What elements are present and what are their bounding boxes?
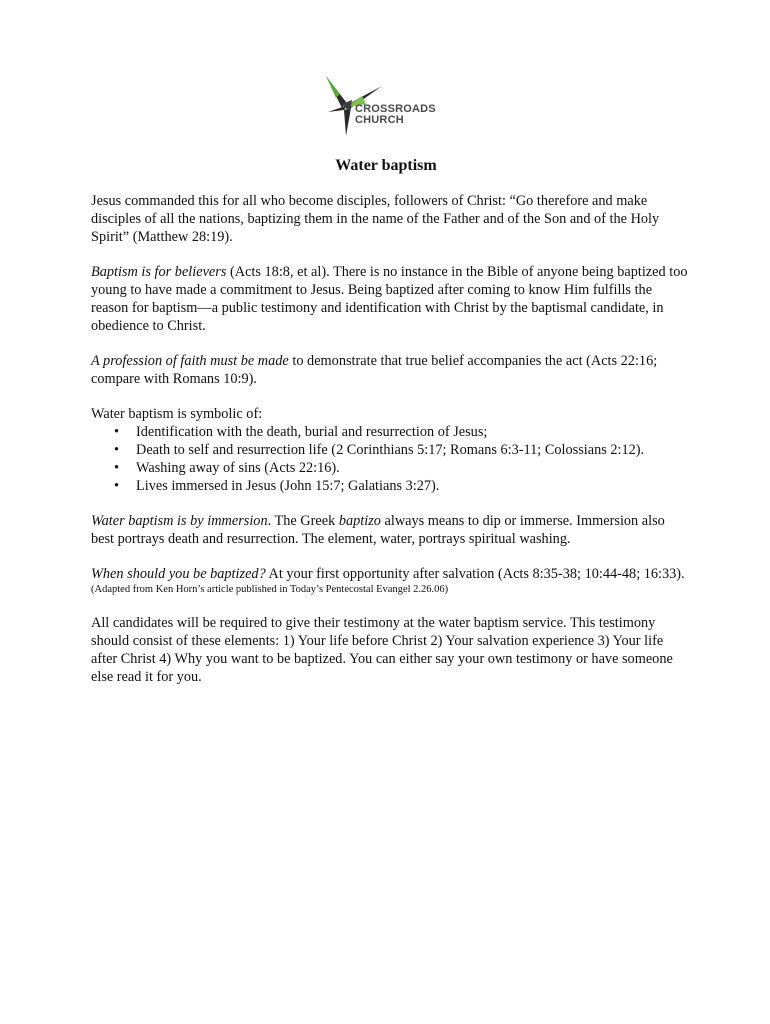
logo-line-1: CROSSROADS [355, 103, 436, 115]
italic-phrase: A profession of faith must be made [91, 353, 289, 369]
page-title: Water baptism [335, 157, 437, 174]
italic-phrase: When should you be baptized? [91, 566, 266, 582]
paragraph-text: At your first opportunity after salvation (Acts 8:35-38; 10:44-48; 16:33). [265, 566, 685, 582]
paragraph-text: always means to dip or immerse. Immersion also best portrays death and resurrection. The element, water, portrays spiritual washing. [91, 513, 665, 547]
paragraph-profession [91, 352, 691, 388]
paragraph-text: (Acts 18:8, et al). There is no instance in the Bible of anyone being baptized too young to have made a commitment to Jesus. Being baptized after coming to know Him fulfills the reason for baptism—a public testimony and identification with Christ by the baptismal candidate, in obedience to Christ. [91, 264, 688, 334]
paragraph-when [91, 565, 691, 583]
paragraph-intro: Jesus commanded this for all who become disciples, followers of Christ: “Go therefore and make disciples of all the nations, baptizing them in the name of the Father and of the Son and of the Holy Spirit” (Matthew 28:19). [91, 193, 660, 245]
paragraph-text: to demonstrate that true belief accompanies the act (Acts 22:16; compare with Romans 10:9). [91, 353, 658, 387]
italic-word: baptizo [338, 513, 381, 529]
paragraph-immersion [91, 512, 691, 548]
symbolic-list [91, 423, 691, 495]
logo-wordmark [355, 103, 436, 126]
document-body [91, 157, 691, 703]
symbolic-intro: Water baptism is symbolic of: [91, 406, 263, 422]
list-item: • Death to self and resurrection life (2 Corinthians 5:17; Romans 6:3-11; Colossians 2:12). [136, 441, 691, 459]
list-item: • Washing away of sins (Acts 22:16). [136, 459, 691, 477]
source-note: (Adapted from Ken Horn’s article published in Today’s Pentecostal Evangel 2.26.06) [91, 584, 449, 595]
list-item: • Identification with the death, burial and resurrection of Jesus; [136, 423, 691, 441]
paragraph-testimony: All candidates will be required to give their testimony at the water baptism service. This testimony should consist of these elements: 1) Your life before Christ 2) Your salvation experience 3) Your life after Christ 4) Why you want to be baptized. You can either say your own testimony or have someone else read it for you. [91, 615, 673, 685]
paragraph-text: . The Greek [267, 513, 339, 529]
logo-line-2: CHURCH [355, 114, 404, 126]
paragraph-believers [91, 263, 691, 335]
italic-phrase: Water baptism is by immersion [91, 513, 268, 529]
crossroads-church-logo [322, 74, 452, 138]
italic-phrase: Baptism is for believers [91, 264, 227, 280]
list-item: • Lives immersed in Jesus (John 15:7; Galatians 3:27). [136, 477, 691, 495]
